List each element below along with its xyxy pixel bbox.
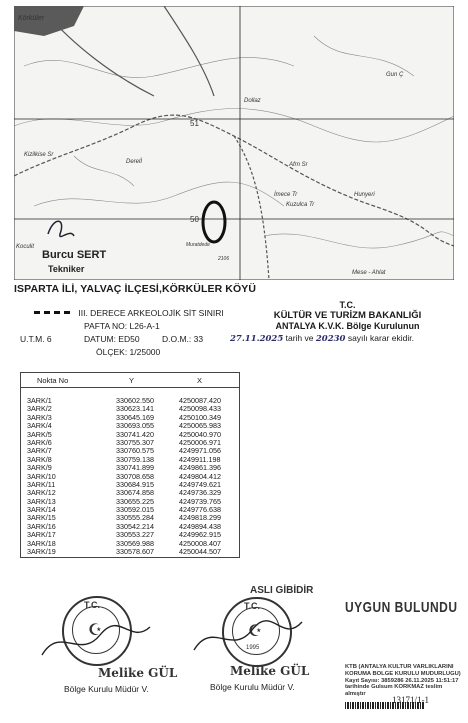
table-row bbox=[21, 505, 239, 513]
central-meridian: D.O.M.: 33 bbox=[162, 334, 204, 344]
ministry-block bbox=[230, 300, 465, 344]
header-point-no: Nokta No bbox=[37, 376, 69, 385]
table-row bbox=[21, 539, 239, 547]
handwritten-decision-no: 20230 bbox=[315, 334, 346, 344]
map-label: İmece Tr bbox=[274, 192, 298, 198]
y-coord-cell: 330741.420 bbox=[116, 429, 154, 439]
point-no-cell: 3ARK/7 bbox=[27, 446, 52, 456]
table-row bbox=[21, 421, 239, 429]
director-name-middle: Melike GÜL bbox=[230, 664, 310, 678]
table-row bbox=[21, 497, 239, 505]
map-legend bbox=[14, 302, 224, 360]
y-coord-cell: 330755.307 bbox=[116, 437, 154, 447]
boundary-line-symbol bbox=[34, 311, 70, 317]
table-row bbox=[21, 396, 239, 404]
technician-name: Burcu SERT bbox=[42, 249, 107, 261]
utm-zone: U.T.M. 6 bbox=[20, 334, 52, 344]
table-row bbox=[21, 472, 239, 480]
x-coord-cell: 4249739.765 bbox=[179, 496, 221, 506]
approved-stamp: UYGUN BULUNDU bbox=[345, 598, 458, 616]
coordinate-table bbox=[20, 372, 240, 558]
point-no-cell: 3ARK/1 bbox=[27, 396, 52, 405]
map-label: Gun Ç bbox=[386, 72, 404, 78]
handwritten-date: 27.11.2025 bbox=[230, 334, 284, 344]
table-row bbox=[21, 404, 239, 412]
datum: DATUM: ED50 bbox=[84, 334, 140, 344]
x-coord-cell: 4249804.412 bbox=[179, 471, 221, 481]
table-row bbox=[21, 413, 239, 421]
map-scale: ÖLÇEK: 1/25000 bbox=[96, 347, 161, 357]
map-label: Kuzulca Tr bbox=[286, 202, 315, 208]
map-label: Koculit bbox=[16, 244, 35, 250]
seal-tc: T.C. bbox=[84, 600, 101, 610]
table-row bbox=[21, 513, 239, 521]
date-label: tarih ve bbox=[285, 333, 314, 343]
table-row bbox=[21, 522, 239, 530]
map-label: Afrn Sr bbox=[289, 162, 308, 168]
seal-year: 1995 bbox=[246, 645, 260, 651]
technician-title: Tekniker bbox=[48, 264, 85, 274]
point-no-cell: 3ARK/16 bbox=[27, 521, 56, 531]
table-row bbox=[21, 530, 239, 538]
table-body bbox=[21, 388, 239, 557]
y-coord-cell: 330759.138 bbox=[116, 454, 154, 464]
point-no-cell: 3ARK/14 bbox=[27, 505, 56, 515]
y-coord-cell: 330708.658 bbox=[116, 471, 154, 481]
grid-label-51: 51 bbox=[190, 119, 199, 128]
legend-label: III. DERECE ARKEOLOJİK SİT SINIRI bbox=[78, 308, 224, 318]
point-no-cell: 3ARK/13 bbox=[27, 496, 56, 506]
y-coord-cell: 330578.607 bbox=[116, 547, 154, 557]
table-row bbox=[21, 446, 239, 454]
point-no-cell: 3ARK/18 bbox=[27, 538, 56, 548]
x-coord-cell: 4250098.433 bbox=[179, 404, 221, 414]
point-no-cell: 3ARK/19 bbox=[27, 547, 56, 557]
x-coord-cell: 4249962.915 bbox=[179, 530, 221, 540]
map-label: Mese - Ahlat bbox=[352, 270, 386, 276]
sheet-number: PAFTA NO: L26-A-1 bbox=[84, 321, 160, 331]
y-coord-cell: 330592.015 bbox=[116, 505, 154, 515]
point-no-cell: 3ARK/5 bbox=[27, 429, 52, 439]
point-no-cell: 3ARK/4 bbox=[27, 421, 52, 431]
x-coord-cell: 4249776.638 bbox=[179, 505, 221, 515]
y-coord-cell: 330569.988 bbox=[116, 538, 154, 548]
y-coord-cell: 330741.899 bbox=[116, 463, 154, 473]
ministry-name: KÜLTÜR VE TURİZM BAKANLIĞI bbox=[273, 310, 422, 321]
certified-copy-stamp: ASLI GİBİDİR bbox=[250, 585, 314, 596]
table-row bbox=[21, 430, 239, 438]
map-label: 2106 bbox=[218, 256, 230, 262]
director-title-left: Bölge Kurulu Müdür V. bbox=[64, 684, 149, 694]
y-coord-cell: 330655.225 bbox=[116, 496, 154, 506]
decision-line bbox=[230, 333, 465, 344]
x-coord-cell: 4249861.396 bbox=[179, 463, 221, 473]
y-coord-cell: 330645.169 bbox=[116, 412, 154, 422]
y-coord-cell: 330553.227 bbox=[116, 530, 154, 540]
crescent-star-icon: ☪ bbox=[88, 622, 103, 639]
x-coord-cell: 4250006.971 bbox=[179, 437, 221, 447]
decision-suffix: sayılı karar ekidir. bbox=[347, 333, 414, 343]
x-coord-cell: 4249818.299 bbox=[179, 513, 221, 523]
x-coord-cell: 4250044.507 bbox=[179, 547, 221, 557]
point-no-cell: 3ARK/3 bbox=[27, 412, 52, 422]
x-coord-cell: 4250087.420 bbox=[179, 396, 221, 405]
x-coord-cell: 4250065.983 bbox=[179, 421, 221, 431]
table-header bbox=[21, 373, 239, 388]
table-row bbox=[21, 547, 239, 555]
director-name-left: Melike GÜL bbox=[98, 666, 178, 680]
y-coord-cell: 330684.915 bbox=[116, 479, 154, 489]
point-no-cell: 3ARK/6 bbox=[27, 437, 52, 447]
document-title: ISPARTA İLİ, YALVAÇ İLÇESİ,KÖRKÜLER KÖYÜ bbox=[14, 283, 257, 295]
y-coord-cell: 330542.214 bbox=[116, 521, 154, 531]
seal-tc: T.C. bbox=[244, 601, 261, 611]
point-no-cell: 3ARK/2 bbox=[27, 404, 52, 414]
point-no-cell: 3ARK/17 bbox=[27, 530, 56, 540]
map-label: Hunyeri bbox=[354, 192, 375, 198]
signature-left bbox=[40, 615, 160, 665]
map-label: Muratdede bbox=[186, 242, 210, 248]
ministry-tc: T.C. bbox=[339, 300, 356, 310]
x-coord-cell: 4250100.349 bbox=[179, 412, 221, 422]
x-coord-cell: 4249971.056 bbox=[179, 446, 221, 456]
y-coord-cell: 330693.055 bbox=[116, 421, 154, 431]
map-label-village: Körküler bbox=[18, 15, 45, 22]
director-title-middle: Bölge Kurulu Müdür V. bbox=[210, 682, 295, 692]
table-row bbox=[21, 438, 239, 446]
point-no-cell: 3ARK/8 bbox=[27, 454, 52, 464]
topographic-map bbox=[14, 6, 454, 280]
header-x: X bbox=[197, 376, 203, 385]
x-coord-cell: 4249749.621 bbox=[179, 479, 221, 489]
map-label: Kizilkise Sr bbox=[24, 152, 54, 158]
y-coord-cell: 330623.141 bbox=[116, 404, 154, 414]
grid-label-50: 50 bbox=[190, 215, 199, 224]
map-label: Dollaz bbox=[244, 98, 261, 104]
table-row bbox=[21, 455, 239, 463]
registry-stamp-text: KTB (ANTALYA KULTUR VARLIKLARINI KORUMA BOLGE KURULU MUDURLUGU) Kayıt Sayısı: 3859286 26.11.2025 11:51:17 tarihinde Gulsum KORKMAZ teslim almıştır bbox=[345, 664, 461, 698]
x-coord-cell: 4249736.329 bbox=[179, 488, 221, 498]
x-coord-cell: 4249894.438 bbox=[179, 521, 221, 531]
header-y: Y bbox=[129, 376, 135, 385]
point-no-cell: 3ARK/12 bbox=[27, 488, 56, 498]
x-coord-cell: 4249911.198 bbox=[179, 454, 221, 464]
map-label: Derelİ bbox=[126, 159, 143, 165]
x-coord-cell: 4250040.970 bbox=[179, 429, 221, 439]
board-name: ANTALYA K.V.K. Bölge Kurulunun bbox=[275, 321, 420, 331]
y-coord-cell: 330602.550 bbox=[116, 396, 154, 405]
table-row bbox=[21, 488, 239, 496]
y-coord-cell: 330760.575 bbox=[116, 446, 154, 456]
y-coord-cell: 330674.858 bbox=[116, 488, 154, 498]
signature-middle bbox=[190, 612, 310, 662]
x-coord-cell: 4250008.407 bbox=[179, 538, 221, 548]
table-row bbox=[21, 463, 239, 471]
point-no-cell: 3ARK/11 bbox=[27, 479, 56, 489]
y-coord-cell: 330555.284 bbox=[116, 513, 154, 523]
point-no-cell: 3ARK/15 bbox=[27, 513, 56, 523]
crescent-star-icon: ☪ bbox=[248, 623, 263, 640]
table-row bbox=[21, 480, 239, 488]
point-no-cell: 3ARK/10 bbox=[27, 471, 56, 481]
document-number: 13171/1-1 bbox=[392, 695, 429, 705]
point-no-cell: 3ARK/9 bbox=[27, 463, 52, 473]
